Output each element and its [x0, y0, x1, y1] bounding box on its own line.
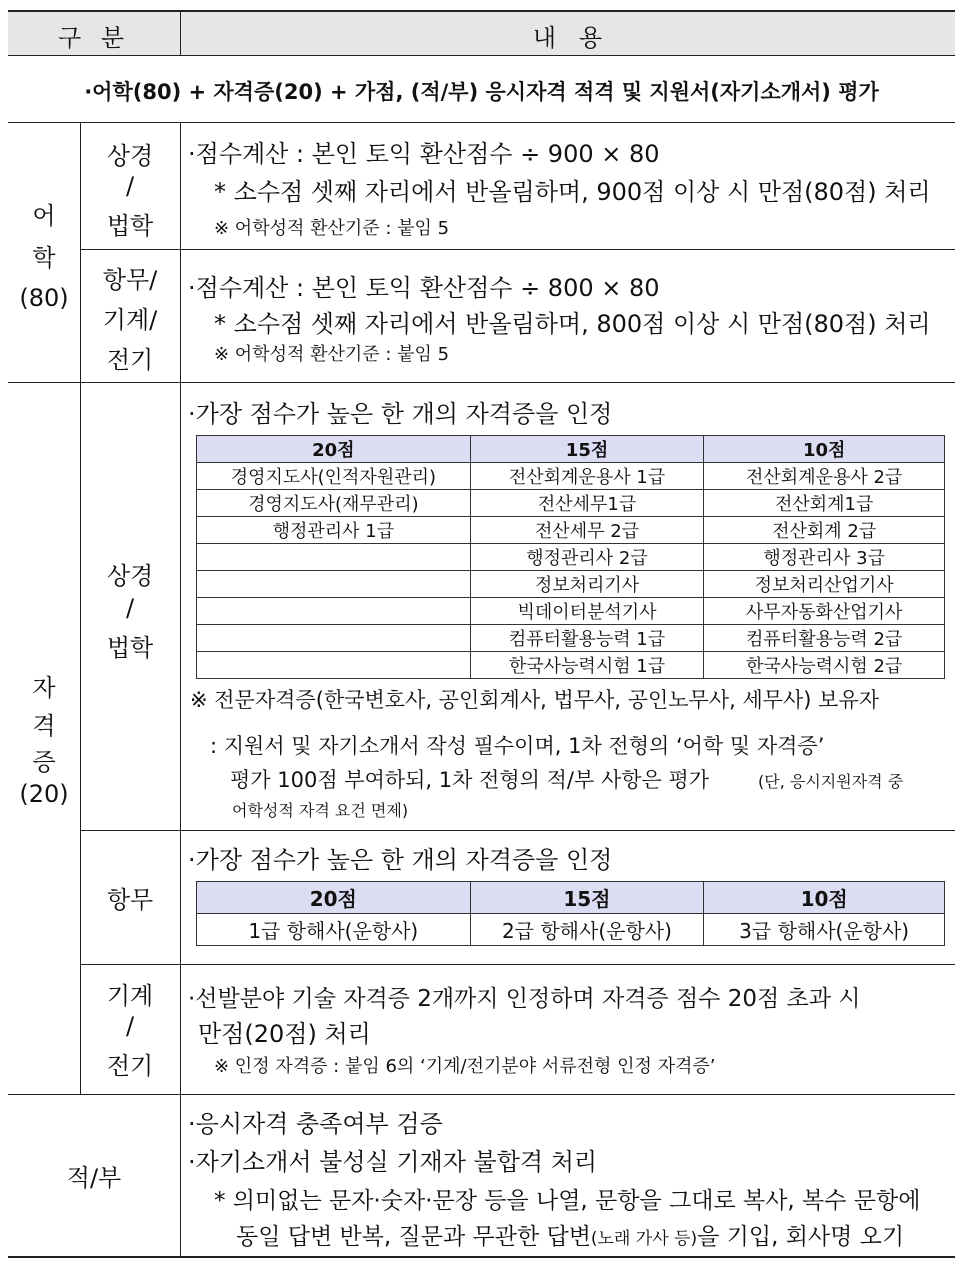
- table-cell: 경영지도사(재무관리): [197, 490, 471, 517]
- lang-commerce-label-2: /: [125, 172, 135, 200]
- bottom-border: [8, 1256, 955, 1258]
- cert-commerce-note2: : 지원서 및 자기소개서 작성 필수이며, 1차 전형의 ‘어학 및 자격증’: [210, 734, 825, 758]
- cert-mech-label-1: 기계: [106, 982, 154, 1010]
- table-row: [197, 490, 945, 517]
- pf-line4-part3: 을 기입, 회사명 오기: [697, 1224, 905, 1250]
- cert-commerce-header-10: 10점: [704, 436, 945, 463]
- cert-bottom-border: [8, 1094, 955, 1095]
- summary-bottom-border: [8, 122, 955, 123]
- table-cell: 전산회계운용사 1급: [470, 463, 704, 490]
- lang-commerce-label-3: 법학: [106, 212, 154, 240]
- cert-mech-line1: ·선발분야 기술 자격증 2개까지 인정하며 자격증 점수 20점 초과 시: [188, 986, 861, 1012]
- table-cell: [197, 571, 471, 598]
- lang-bottom-border: [8, 382, 955, 383]
- lang-aviation-label-3: 전기: [106, 346, 154, 374]
- table-cell: 전산세무1급: [470, 490, 704, 517]
- header-content: 내 용: [532, 24, 603, 52]
- summary-text: ·어학(80) + 자격증(20) + 가점, (적/부) 응시자격 적격 및 지원서(자기소개서) 평가: [84, 80, 879, 104]
- table-cell: 사무자동화산업기사: [704, 598, 945, 625]
- pf-line4: [236, 1218, 904, 1251]
- lang-commerce-line3: ※ 어학성적 환산기준 : 붙임 5: [214, 218, 450, 239]
- cert-category-1: 자: [32, 674, 56, 702]
- cert-commerce-header-15: 15점: [470, 436, 704, 463]
- lang-commerce-line2: * 소수점 셋째 자리에서 반올림하며, 900점 이상 시 만점(80점) 처리: [214, 178, 931, 206]
- pf-line2: ·자기소개서 불성실 기재자 불합격 처리: [188, 1148, 598, 1176]
- pf-line4-part2: (노래 가사 등): [590, 1229, 698, 1249]
- table-row: [197, 652, 945, 679]
- cert-mech-line3: ※ 인정 자격증 : 붙임 6의 ‘기계/전기분야 서류전형 인정 자격증’: [214, 1056, 716, 1077]
- cert-aviation-intro: ·가장 점수가 높은 한 개의 자격증을 인정: [188, 846, 613, 874]
- table-cell: [197, 544, 471, 571]
- cert-divider-2: [80, 964, 955, 965]
- pf-line4-part1: 동일 답변 반복, 질문과 무관한 답변: [236, 1224, 591, 1250]
- table-cell: 정보처리기사: [470, 571, 704, 598]
- cert-aviation-header-15: 15점: [470, 882, 704, 914]
- table-cell: [197, 598, 471, 625]
- lang-category-1: 어: [32, 202, 56, 230]
- pf-line1: ·응시자격 충족여부 검증: [188, 1110, 443, 1138]
- table-row: [197, 625, 945, 652]
- table-cell: 전산세무 2급: [470, 517, 704, 544]
- table-row: [197, 914, 945, 946]
- cert-commerce-label-2: /: [125, 594, 135, 622]
- table-cell: 경영지도사(인적자원관리): [197, 463, 471, 490]
- table-cell: 행정관리사 1급: [197, 517, 471, 544]
- cert-category-4: (20): [19, 780, 69, 808]
- table-cell: 전산회계1급: [704, 490, 945, 517]
- table-cell: 2급 항해사(운항사): [470, 914, 704, 946]
- table-cell: 한국사능력시험 1급: [470, 652, 704, 679]
- lang-category-3: (80): [19, 284, 69, 312]
- cert-commerce-header-20: 20점: [197, 436, 471, 463]
- cert-commerce-note3a: 평가 100점 부여하되, 1차 전형의 적/부 사항은 평가: [230, 768, 710, 792]
- lang-aviation-line1: ·점수계산 : 본인 토익 환산점수 ÷ 800 × 80: [188, 274, 660, 302]
- cert-commerce-table: [196, 435, 945, 679]
- cert-mech-label-2: /: [125, 1012, 135, 1040]
- table-cell: 정보처리산업기사: [704, 571, 945, 598]
- table-row: [197, 571, 945, 598]
- table-cell: [197, 625, 471, 652]
- cert-category-2: 격: [32, 712, 56, 740]
- lang-category-2: 학: [32, 244, 56, 272]
- cert-commerce-intro: ·가장 점수가 높은 한 개의 자격증을 인정: [188, 400, 613, 428]
- lang-aviation-line2: * 소수점 셋째 자리에서 반올림하며, 800점 이상 시 만점(80점) 처리: [214, 310, 931, 338]
- pf-line3: * 의미없는 문자·숫자·문장 등을 나열, 문항을 그대로 복사, 복수 문항에: [214, 1188, 921, 1214]
- table-cell: 3급 항해사(운항사): [704, 914, 945, 946]
- table-cell: 행정관리사 2급: [470, 544, 704, 571]
- table-cell: 컴퓨터활용능력 1급: [470, 625, 704, 652]
- table-cell: 1급 항해사(운항사): [197, 914, 471, 946]
- cert-commerce-note3b: (단, 응시지원자격 중: [758, 772, 904, 791]
- table-row: [197, 598, 945, 625]
- table-cell: [197, 652, 471, 679]
- table-row: [197, 544, 945, 571]
- lang-aviation-line3: ※ 어학성적 환산기준 : 붙임 5: [214, 344, 450, 365]
- table-row: [197, 517, 945, 544]
- table-cell: 전산회계 2급: [704, 517, 945, 544]
- cert-commerce-note1: ※ 전문자격증(한국변호사, 공인회계사, 법무사, 공인노무사, 세무사) 보유자: [190, 688, 880, 712]
- cert-mech-line2: 만점(20점) 처리: [198, 1020, 371, 1048]
- cert-commerce-label-1: 상경: [106, 562, 154, 590]
- lang-aviation-label-1: 항무/: [102, 266, 158, 294]
- table-cell: 빅데이터분석기사: [470, 598, 704, 625]
- cert-category-3: 증: [32, 748, 56, 776]
- cert-aviation-header-10: 10점: [704, 882, 945, 914]
- content-col-divider: [180, 122, 181, 1257]
- cert-commerce-note4: 어학성적 자격 요건 면제): [232, 801, 409, 820]
- header-bottom-border: [8, 55, 955, 56]
- cert-divider-1: [80, 830, 955, 831]
- header-category: 구 분: [58, 24, 130, 52]
- table-cell: 행정관리사 3급: [704, 544, 945, 571]
- lang-commerce-label-1: 상경: [106, 142, 154, 170]
- cert-aviation-label: 항무: [106, 886, 154, 914]
- table-cell: 전산회계운용사 2급: [704, 463, 945, 490]
- lang-aviation-label-2: 기계/: [102, 306, 158, 334]
- table-cell: 컴퓨터활용능력 2급: [704, 625, 945, 652]
- table-cell: 한국사능력시험 2급: [704, 652, 945, 679]
- pf-category: 적/부: [66, 1164, 122, 1192]
- cert-aviation-table: [196, 881, 945, 946]
- cert-aviation-header-20: 20점: [197, 882, 471, 914]
- lang-divider: [80, 249, 955, 250]
- cert-mech-label-3: 전기: [106, 1052, 154, 1080]
- lang-commerce-line1: ·점수계산 : 본인 토익 환산점수 ÷ 900 × 80: [188, 140, 660, 168]
- table-row: [197, 463, 945, 490]
- cert-commerce-label-3: 법학: [106, 634, 154, 662]
